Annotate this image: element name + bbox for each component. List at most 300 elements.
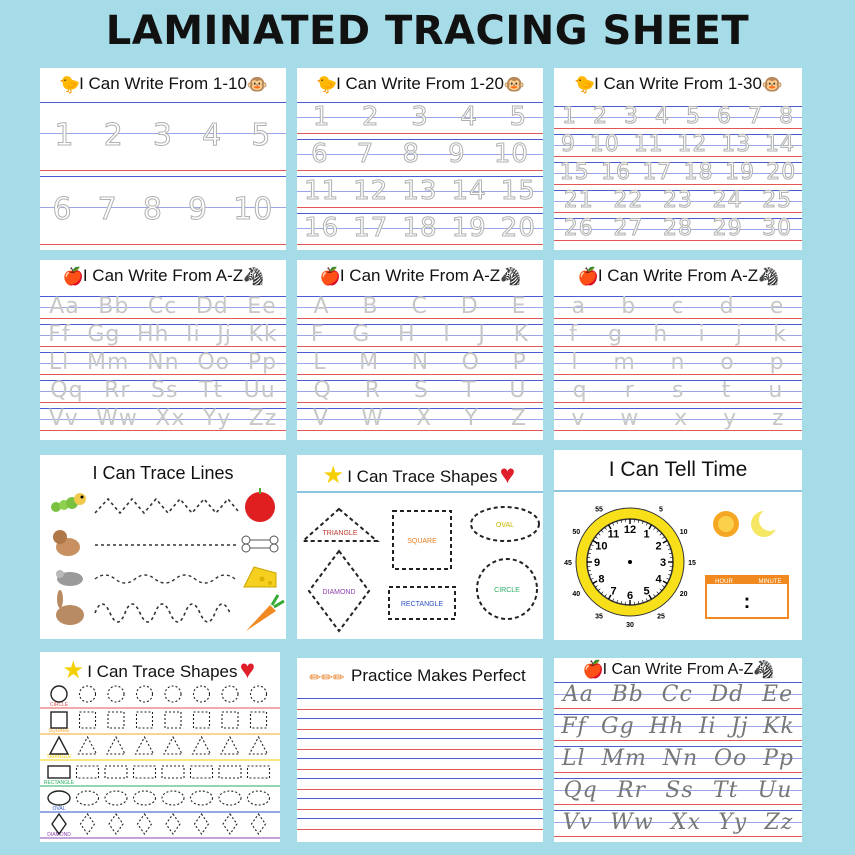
minute-number: 55 bbox=[595, 506, 603, 514]
card-title: 🐤I Can Write From 1-10🐵 bbox=[59, 74, 269, 94]
guide-line bbox=[297, 709, 543, 710]
minute-number: 35 bbox=[595, 613, 603, 621]
trace-glyph: Z bbox=[510, 406, 527, 431]
clock-number: 11 bbox=[607, 528, 620, 541]
trace-glyph: Ii bbox=[186, 322, 201, 347]
trace-glyph: l bbox=[571, 350, 579, 375]
trace-row bbox=[554, 216, 802, 244]
trace-glyph: 4 bbox=[460, 102, 478, 132]
trace-glyph: Ww bbox=[96, 406, 138, 431]
clock bbox=[554, 450, 802, 640]
trace-glyph: 17 bbox=[642, 160, 673, 185]
trace-glyph: 3 bbox=[411, 102, 429, 132]
cheese-icon bbox=[244, 567, 276, 587]
trace-row bbox=[554, 776, 802, 808]
trace-shape bbox=[162, 791, 184, 805]
trace-row bbox=[297, 137, 543, 174]
trace-glyph: Ee bbox=[762, 682, 794, 707]
card-write-a-z-lower bbox=[554, 260, 802, 440]
trace-glyph: 8 bbox=[142, 192, 163, 227]
trace-glyph: u bbox=[768, 378, 784, 403]
trace-glyph: Hh bbox=[649, 714, 685, 739]
shapes-art bbox=[297, 455, 543, 639]
trace-glyph: Aa bbox=[49, 294, 80, 319]
trace-glyph: Hh bbox=[136, 322, 170, 347]
card-trace-shapes-2 bbox=[40, 652, 280, 842]
clock-number: 5 bbox=[643, 585, 650, 598]
trace-glyph: g bbox=[608, 322, 624, 347]
trace-glyph: Ss bbox=[151, 378, 179, 403]
minute-number: 30 bbox=[626, 622, 634, 629]
time-colon: : bbox=[743, 591, 751, 613]
moon-icon bbox=[751, 509, 781, 537]
trace-glyph: r bbox=[624, 378, 635, 403]
trace-glyph: 11 bbox=[304, 176, 340, 206]
trace-row bbox=[554, 160, 802, 188]
trace-glyph: s bbox=[671, 378, 685, 403]
guide-line bbox=[297, 818, 543, 819]
clock-number: 2 bbox=[655, 540, 662, 553]
guide-line bbox=[297, 829, 543, 830]
trace-glyph: o bbox=[720, 350, 735, 375]
trace-row bbox=[554, 712, 802, 744]
trace-glyph: C bbox=[411, 294, 428, 319]
trace-shape bbox=[138, 814, 152, 834]
trace-glyph: Pp bbox=[247, 350, 278, 375]
trace-glyph: 10 bbox=[233, 192, 274, 227]
minute-number: 15 bbox=[688, 560, 696, 567]
trace-glyph: Cc bbox=[147, 294, 178, 319]
trace-row bbox=[40, 294, 286, 322]
shape-label: CIRCLE bbox=[49, 702, 69, 708]
trace-glyph: 1 bbox=[562, 104, 577, 129]
trace-shape bbox=[251, 686, 267, 702]
card-write-a-z-upper bbox=[297, 260, 543, 440]
trace-row bbox=[554, 680, 802, 712]
trace-glyph: c bbox=[671, 294, 685, 319]
trace-glyph: w bbox=[620, 406, 640, 431]
trace-glyph: 6 bbox=[52, 192, 73, 227]
trace-glyph: Ss bbox=[665, 778, 694, 803]
trace-glyph: 27 bbox=[613, 216, 644, 241]
apple-icon: 🍎 bbox=[319, 267, 342, 286]
trace-shape bbox=[137, 686, 153, 702]
trace-shape bbox=[221, 737, 239, 754]
trace-glyph: Gg bbox=[87, 322, 121, 347]
trace-shape bbox=[137, 712, 153, 728]
trace-shape bbox=[164, 737, 182, 754]
clock-number: 1 bbox=[643, 528, 650, 541]
trace-glyph: q bbox=[572, 378, 588, 403]
trace-glyph: 17 bbox=[353, 213, 389, 243]
trace-glyph: 5 bbox=[509, 102, 528, 132]
trace-shape bbox=[219, 791, 241, 805]
trace-shape bbox=[80, 686, 96, 702]
trace-shape bbox=[222, 686, 238, 702]
trace-glyph: S bbox=[414, 378, 430, 403]
trace-glyph: 5 bbox=[686, 104, 701, 129]
trace-glyph: 9 bbox=[188, 192, 209, 227]
trace-glyph: X bbox=[416, 406, 433, 431]
trace-shape bbox=[77, 766, 99, 778]
trace-glyph: I bbox=[443, 322, 451, 347]
guide-line bbox=[297, 718, 543, 719]
zebra-icon: 🦓 bbox=[243, 267, 265, 286]
trace-row bbox=[297, 211, 543, 248]
minute-number: 40 bbox=[572, 591, 581, 598]
trace-glyph: 25 bbox=[762, 188, 793, 213]
trace-glyph: Pp bbox=[763, 746, 794, 771]
trace-shape bbox=[193, 737, 211, 754]
trace-glyph: 28 bbox=[662, 216, 693, 241]
trace-glyph: 4 bbox=[655, 104, 670, 129]
trace-glyph: Dd bbox=[195, 294, 229, 319]
card-title: 🐤I Can Write From 1-20🐵 bbox=[316, 74, 526, 94]
card-write-1-30 bbox=[554, 68, 802, 250]
bone-icon bbox=[242, 536, 278, 552]
trace-glyph: Oo bbox=[197, 350, 231, 375]
trace-glyph: Ff bbox=[48, 322, 71, 347]
guide-line bbox=[297, 809, 543, 810]
trace-row bbox=[297, 100, 543, 137]
trace-shape bbox=[77, 791, 99, 805]
trace-glyph: Uu bbox=[757, 778, 793, 803]
caterpillar-icon bbox=[51, 493, 86, 512]
guide-line bbox=[297, 698, 543, 699]
trace-glyph: V bbox=[313, 406, 330, 431]
trace-row bbox=[554, 406, 802, 434]
trace-glyph: j bbox=[735, 322, 743, 347]
monkey-icon: 🐵 bbox=[761, 75, 784, 94]
card-title: ✏✏✏ Practice Makes Perfect bbox=[303, 666, 543, 686]
trace-glyph: 15 bbox=[500, 176, 536, 206]
trace-glyph: 29 bbox=[712, 216, 743, 241]
shape-label: TRIANGLE bbox=[46, 754, 72, 760]
trace-glyph: 8 bbox=[402, 139, 420, 169]
minute-number: 5 bbox=[659, 506, 663, 514]
trace-glyph: Tt bbox=[712, 778, 739, 803]
trace-glyph: H bbox=[397, 322, 416, 347]
apple-icon: 🍎 bbox=[62, 267, 85, 286]
trace-row bbox=[297, 322, 543, 350]
trace-glyph: P bbox=[512, 350, 527, 375]
card-title: I Can Tell Time bbox=[608, 458, 748, 481]
trace-glyph: h bbox=[653, 322, 669, 347]
trace-glyph: O bbox=[461, 350, 480, 375]
apple-icon: 🍎 bbox=[577, 267, 600, 286]
trace-shape bbox=[194, 712, 210, 728]
trace-glyph: 4 bbox=[202, 118, 223, 153]
trace-shape bbox=[223, 814, 237, 834]
trace-shape bbox=[252, 814, 266, 834]
trace-shape bbox=[109, 814, 123, 834]
trace-glyph: v bbox=[571, 406, 586, 431]
trace-shape bbox=[105, 791, 127, 805]
guide-line bbox=[297, 749, 543, 750]
trace-glyph: Cc bbox=[661, 682, 693, 707]
mouse-icon bbox=[56, 570, 83, 586]
trace-glyph: F bbox=[310, 322, 325, 347]
trace-glyph: 7 bbox=[748, 104, 763, 129]
shape-label: SQUARE bbox=[48, 728, 70, 734]
trace-glyph: 19 bbox=[451, 213, 487, 243]
trace-shape bbox=[81, 814, 95, 834]
trace-shape bbox=[50, 737, 68, 754]
trace-shape bbox=[105, 766, 127, 778]
trace-glyph: 18 bbox=[402, 213, 438, 243]
trace-glyph: Yy bbox=[718, 810, 748, 835]
trace-glyph: t bbox=[721, 378, 732, 403]
trace-shape bbox=[52, 814, 66, 834]
trace-shape bbox=[191, 791, 213, 805]
trace-glyph: d bbox=[719, 294, 735, 319]
trace-glyph: 16 bbox=[600, 160, 631, 185]
guide-line bbox=[297, 738, 543, 739]
trace-row bbox=[554, 322, 802, 350]
trace-glyph: Ll bbox=[561, 746, 586, 771]
trace-row bbox=[297, 406, 543, 434]
trace-row bbox=[40, 100, 286, 174]
trace-glyph: K bbox=[513, 322, 530, 347]
trace-glyph: Xx bbox=[670, 810, 701, 835]
zebra-icon: 🦓 bbox=[753, 660, 775, 679]
trace-glyph: 20 bbox=[500, 213, 536, 243]
sun-icon bbox=[713, 511, 739, 537]
trace-shape bbox=[107, 737, 125, 754]
trace-glyph: Qq bbox=[50, 378, 84, 403]
trace-glyph: Zz bbox=[764, 810, 794, 835]
trace-lines-art bbox=[40, 455, 286, 639]
shape-label: RECTANGLE bbox=[43, 780, 75, 786]
trace-glyph: Tt bbox=[199, 378, 224, 403]
trace-glyph: Gg bbox=[601, 714, 635, 739]
shape-label: DIAMOND bbox=[47, 832, 71, 838]
shape-label: RECTANGLE bbox=[400, 601, 444, 608]
shape-label: TRIANGLE bbox=[322, 530, 358, 537]
trace-glyph: Aa bbox=[562, 682, 594, 707]
duck-icon: 🐤 bbox=[316, 75, 338, 94]
trace-shape bbox=[136, 737, 154, 754]
trace-glyph: Rr bbox=[616, 778, 647, 803]
minute-label: MINUTE bbox=[758, 579, 782, 585]
trace-glyph: 24 bbox=[712, 188, 743, 213]
card-title: ★ I Can Trace Shapes♥ bbox=[40, 654, 280, 685]
pencils-icon: ✏✏✏ bbox=[309, 669, 345, 685]
trace-shape bbox=[51, 712, 67, 728]
trace-shape bbox=[222, 712, 238, 728]
trace-glyph: Dd bbox=[710, 682, 745, 707]
guide-line bbox=[297, 778, 543, 779]
trace-glyph: 21 bbox=[563, 188, 594, 213]
guide-line bbox=[297, 758, 543, 759]
trace-glyph: 1 bbox=[54, 118, 75, 153]
card-write-a-z-cursive bbox=[554, 658, 802, 842]
trace-glyph: Uu bbox=[243, 378, 276, 403]
trace-glyph: f bbox=[569, 322, 578, 347]
trace-glyph: 18 bbox=[683, 160, 714, 185]
trace-glyph: 6 bbox=[717, 104, 732, 129]
trace-shape bbox=[219, 766, 241, 778]
trace-glyph: Xx bbox=[155, 406, 186, 431]
trace-glyph: 15 bbox=[559, 160, 590, 185]
guide-line bbox=[297, 798, 543, 799]
trace-glyph: i bbox=[698, 322, 706, 347]
trace-row bbox=[297, 350, 543, 378]
trace-glyph: N bbox=[411, 350, 430, 375]
trace-shape bbox=[165, 712, 181, 728]
card-tell-time bbox=[554, 450, 802, 640]
hour-label: HOUR bbox=[715, 579, 733, 585]
trace-shape bbox=[248, 766, 270, 778]
trace-glyph: 3 bbox=[624, 104, 639, 129]
dog-icon bbox=[53, 530, 80, 556]
zebra-icon: 🦓 bbox=[500, 267, 522, 286]
star-icon: ★ bbox=[322, 462, 345, 489]
minute-number: 10 bbox=[679, 529, 688, 536]
card-write-a-z-pairs bbox=[40, 260, 286, 440]
clock-number: 10 bbox=[595, 540, 608, 553]
trace-glyph: 2 bbox=[593, 104, 608, 129]
trace-glyph: Y bbox=[464, 406, 479, 431]
card-write-1-10 bbox=[40, 68, 286, 250]
trace-glyph: Ff bbox=[561, 714, 587, 739]
trace-glyph: k bbox=[773, 322, 787, 347]
trace-shape bbox=[79, 737, 97, 754]
trace-glyph: 7 bbox=[97, 192, 118, 227]
trace-glyph: 16 bbox=[304, 213, 340, 243]
trace-shape bbox=[80, 712, 96, 728]
trace-glyph: 11 bbox=[633, 132, 664, 157]
trace-row bbox=[40, 406, 286, 434]
trace-glyph: Rr bbox=[104, 378, 131, 403]
trace-shape bbox=[194, 686, 210, 702]
trace-row bbox=[40, 174, 286, 248]
trace-glyph: b bbox=[621, 294, 637, 319]
trace-glyph: 13 bbox=[721, 132, 752, 157]
trace-row bbox=[554, 188, 802, 216]
trace-glyph: x bbox=[674, 406, 689, 431]
rabbit-icon bbox=[56, 590, 84, 625]
shape-label: OVAL bbox=[495, 522, 515, 529]
card-practice bbox=[297, 658, 543, 842]
duck-icon: 🐤 bbox=[574, 75, 596, 94]
trace-glyph: m bbox=[613, 350, 636, 375]
shape-rows bbox=[40, 652, 280, 842]
trace-glyph: 2 bbox=[362, 102, 380, 132]
trace-glyph: n bbox=[670, 350, 686, 375]
trace-glyph: Vv bbox=[562, 810, 593, 835]
card-title: 🐤I Can Write From 1-30🐵 bbox=[574, 74, 784, 94]
trace-shape bbox=[162, 766, 184, 778]
trace-row bbox=[297, 378, 543, 406]
shape-label: CIRCLE bbox=[494, 587, 520, 594]
shape-label: DIAMOND bbox=[322, 589, 356, 596]
trace-glyph: 19 bbox=[724, 160, 755, 185]
trace-row bbox=[554, 104, 802, 132]
trace-glyph: Zz bbox=[248, 406, 278, 431]
trace-glyph: 22 bbox=[613, 188, 644, 213]
clock-number: 9 bbox=[593, 557, 601, 569]
trace-glyph: 5 bbox=[251, 118, 272, 153]
trace-glyph: 14 bbox=[765, 132, 796, 157]
trace-glyph: Ww bbox=[610, 810, 654, 835]
trace-shape bbox=[134, 791, 156, 805]
clock-number: 12 bbox=[623, 524, 637, 536]
trace-shape bbox=[248, 791, 270, 805]
guide-line bbox=[297, 789, 543, 790]
minute-number: 45 bbox=[564, 560, 572, 567]
trace-glyph: Qq bbox=[563, 778, 598, 803]
trace-glyph: Mm bbox=[601, 746, 647, 771]
trace-row bbox=[40, 322, 286, 350]
trace-glyph: Mm bbox=[87, 350, 130, 375]
trace-glyph: Kk bbox=[762, 714, 795, 739]
clock-number: 3 bbox=[659, 557, 667, 569]
zebra-icon: 🦓 bbox=[758, 267, 780, 286]
trace-shape bbox=[195, 814, 209, 834]
trace-glyph: Jj bbox=[730, 714, 749, 739]
card-title: 🍎I Can Write From A-Z🦓 bbox=[319, 266, 522, 286]
clock-number: 8 bbox=[598, 573, 605, 586]
trace-shape bbox=[166, 814, 180, 834]
card-title: 🍎I Can Write From A-Z🦓 bbox=[577, 266, 780, 286]
trace-glyph: Oo bbox=[713, 746, 748, 771]
trace-glyph: 30 bbox=[762, 216, 793, 241]
heart-icon: ♥ bbox=[239, 654, 256, 684]
trace-shape bbox=[250, 737, 268, 754]
trace-glyph: 6 bbox=[311, 139, 329, 169]
trace-glyph: Bb bbox=[98, 294, 130, 319]
trace-glyph: J bbox=[478, 322, 486, 347]
trace-glyph: Vv bbox=[48, 406, 79, 431]
trace-glyph: 13 bbox=[402, 176, 438, 206]
trace-glyph: p bbox=[769, 350, 785, 375]
trace-shape bbox=[48, 766, 70, 778]
page-title: LAMINATED TRACING SHEET bbox=[105, 8, 750, 54]
shape-label: OVAL bbox=[52, 806, 66, 812]
trace-shape bbox=[51, 686, 67, 702]
clock-number: 7 bbox=[610, 585, 617, 598]
monkey-icon: 🐵 bbox=[246, 75, 269, 94]
clock-number: 4 bbox=[655, 573, 662, 586]
trace-row bbox=[554, 378, 802, 406]
trace-glyph: 10 bbox=[493, 139, 529, 169]
trace-glyph: 3 bbox=[152, 118, 174, 153]
card-title: 🍎I Can Write From A-Z🦓 bbox=[582, 660, 775, 679]
trace-glyph: Ll bbox=[48, 350, 70, 375]
card-trace-lines bbox=[40, 455, 286, 639]
trace-glyph: y bbox=[723, 406, 738, 431]
card-trace-shapes-1 bbox=[297, 455, 543, 639]
star-icon: ★ bbox=[62, 657, 85, 684]
trace-glyph: E bbox=[511, 294, 527, 319]
trace-glyph: Ee bbox=[247, 294, 277, 319]
trace-glyph: Q bbox=[313, 378, 332, 403]
trace-glyph: 12 bbox=[353, 176, 389, 206]
trace-row bbox=[554, 294, 802, 322]
trace-glyph: z bbox=[771, 406, 785, 431]
card-title: 🍎I Can Write From A-Z🦓 bbox=[62, 266, 265, 286]
trace-glyph: G bbox=[352, 322, 371, 347]
trace-glyph: Nn bbox=[147, 350, 180, 375]
minute-number: 20 bbox=[679, 591, 688, 598]
trace-glyph: 9 bbox=[448, 139, 466, 169]
trace-glyph: a bbox=[571, 294, 587, 319]
trace-row bbox=[554, 744, 802, 776]
trace-shape bbox=[108, 712, 124, 728]
apple-icon bbox=[245, 488, 275, 522]
trace-glyph: 14 bbox=[451, 176, 487, 206]
